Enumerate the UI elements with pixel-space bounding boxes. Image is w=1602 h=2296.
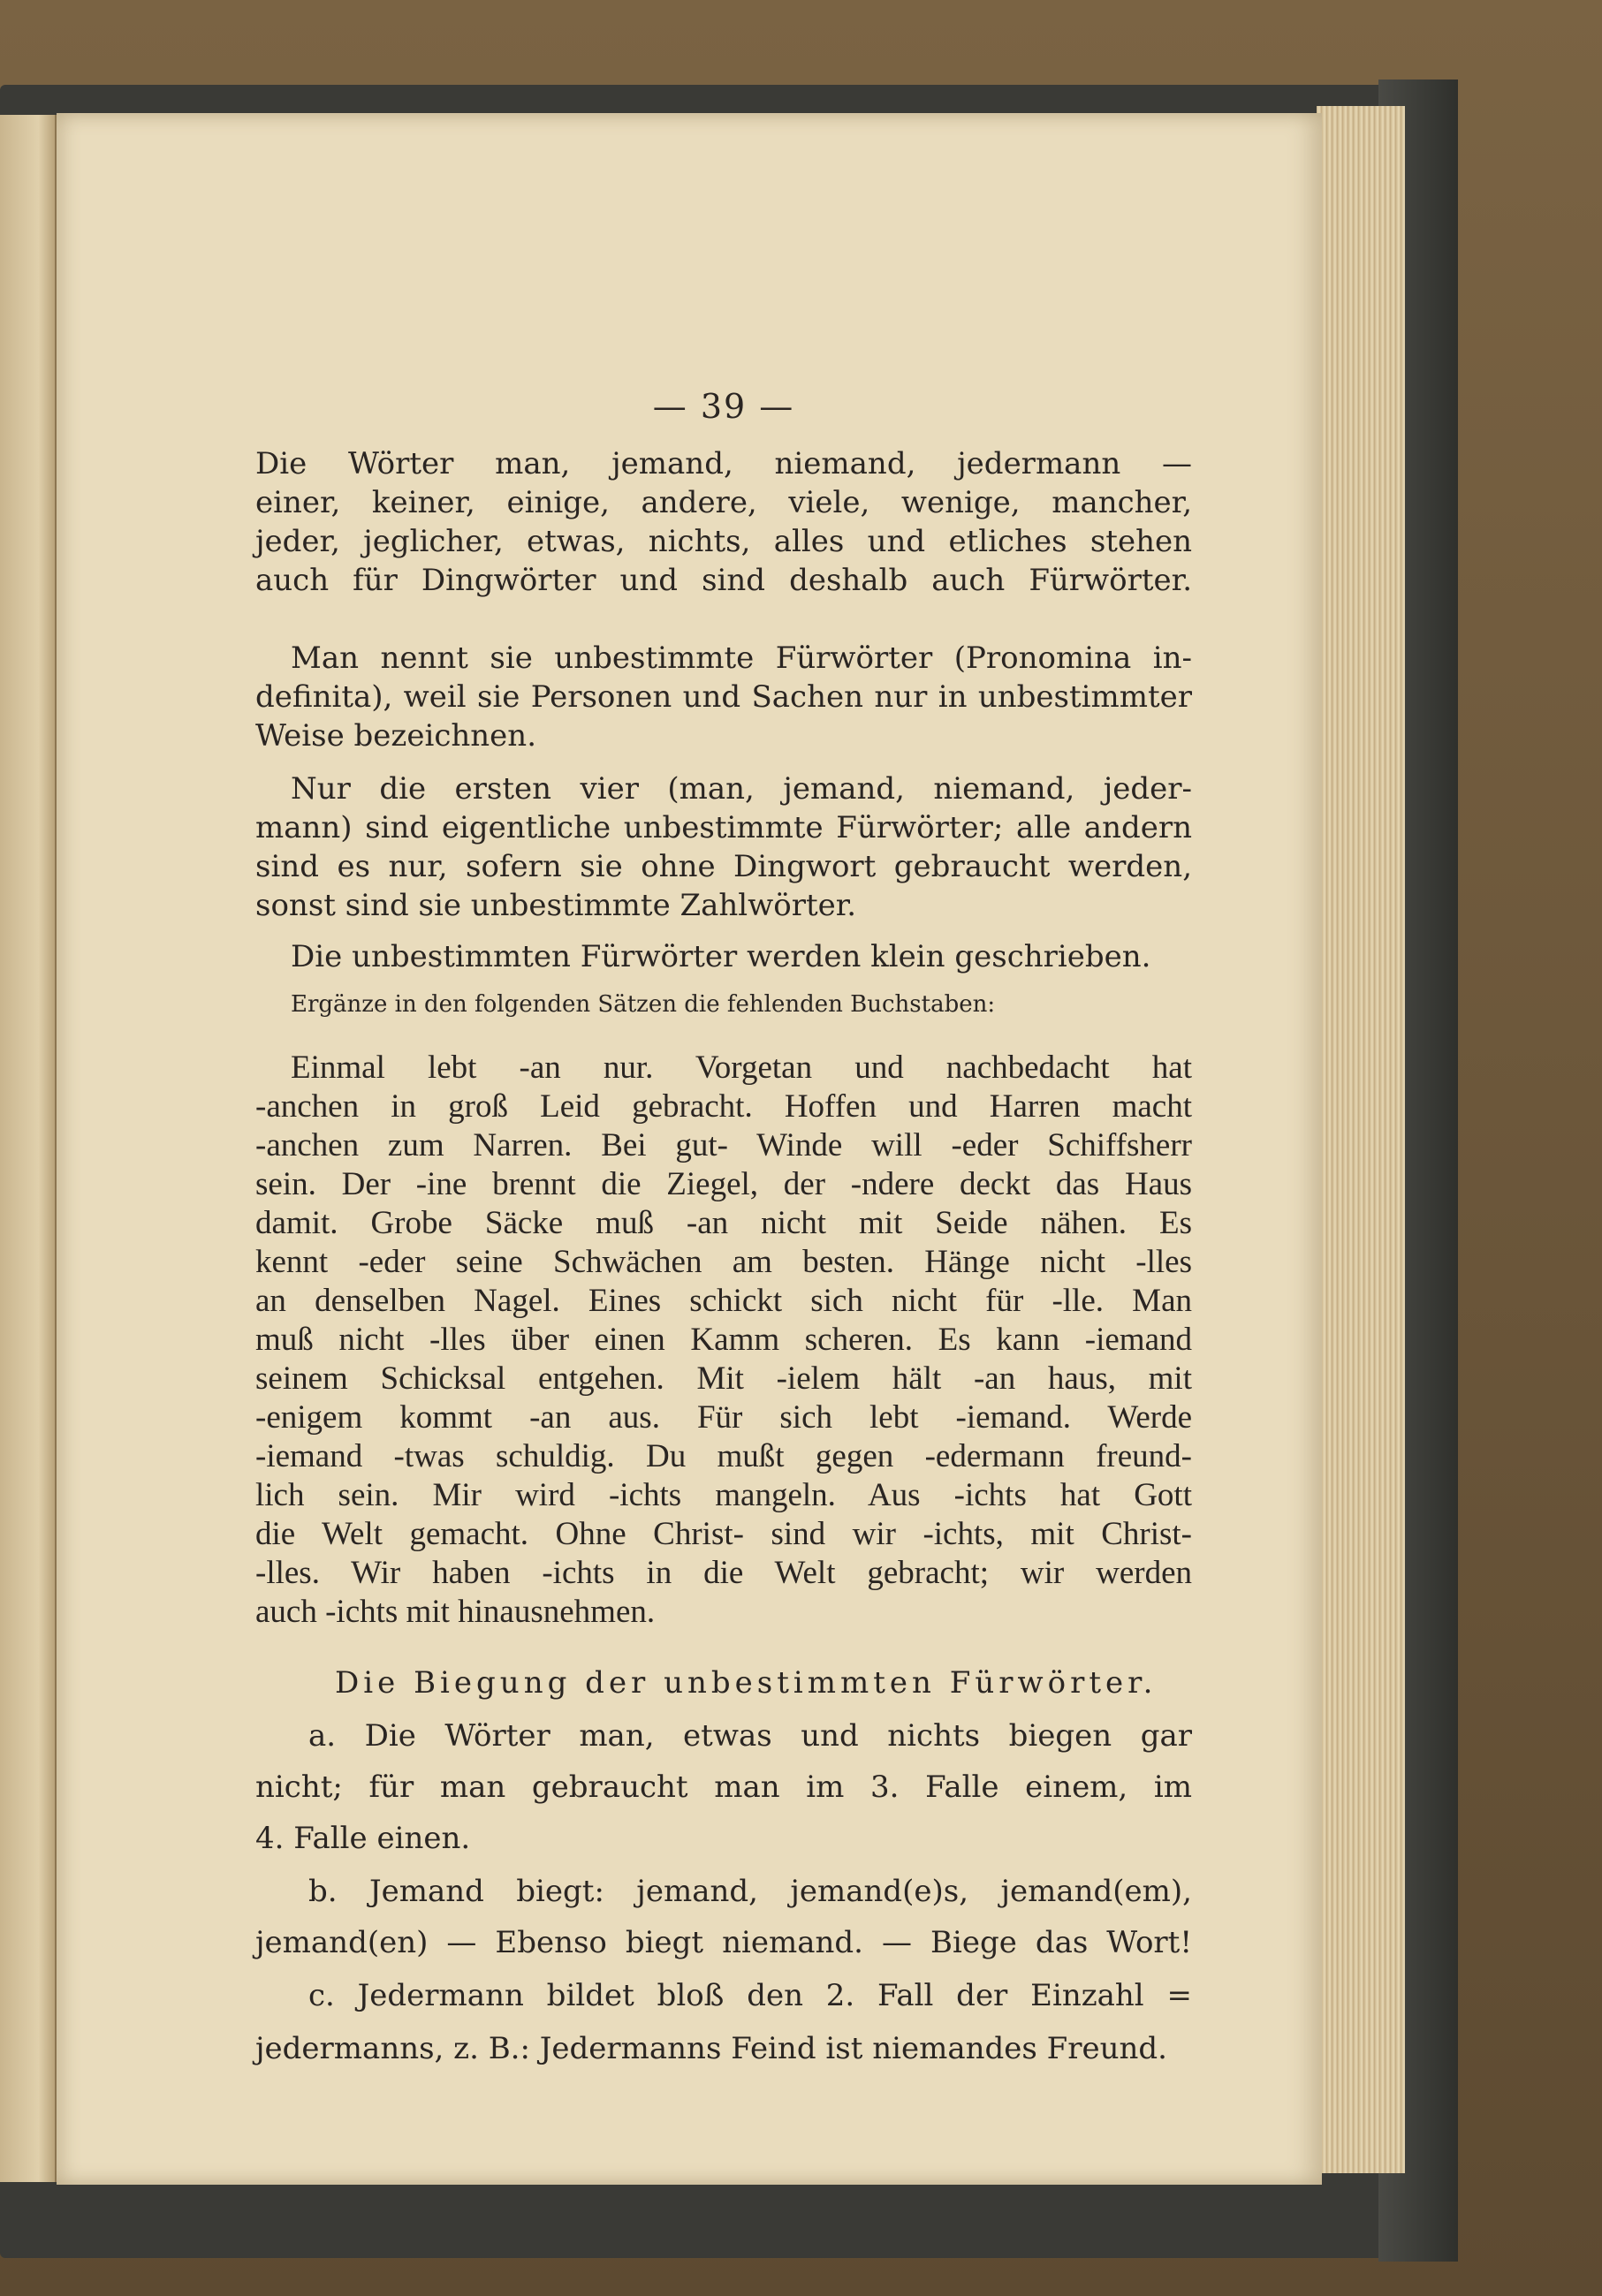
exercise-line: Einmal lebt -an nur. Vorgetan und nachbedacht hat	[291, 1049, 1192, 1086]
exercise-line: seinem Schicksal entgehen. Mit -ielem hält -an haus, mit	[255, 1360, 1192, 1397]
text-line: jemand(en) — Ebenso biegt niemand. — Biege das Wort!	[255, 1925, 1192, 1960]
exercise-line: damit. Grobe Säcke muß -an nicht mit Seide nähen. Es	[255, 1205, 1192, 1241]
text-line: jedermanns, z. B.: Jedermanns Feind ist niemandes Freund.	[255, 2031, 1167, 2066]
text-line: definita), weil sie Personen und Sachen nur in unbestimmter	[255, 679, 1192, 715]
page-stack-edge	[1317, 106, 1405, 2173]
text-line: Die Wörter man, jemand, niemand, jedermann —	[255, 446, 1192, 481]
text-line: Nur die ersten vier (man, jemand, niemand, jeder-	[291, 771, 1192, 807]
exercise-line: die Welt gemacht. Ohne Christ- sind wir -ichts, mit Christ-	[255, 1516, 1192, 1552]
text-line: a. Die Wörter man, etwas und nichts biegen gar	[308, 1718, 1192, 1754]
exercise-line: auch -ichts mit hinausnehmen.	[255, 1594, 656, 1630]
text-line: jeder, jeglicher, etwas, nichts, alles und etliches stehen	[255, 524, 1192, 559]
exercise-line: lich sein. Mir wird -ichts mangeln. Aus -ichts hat Gott	[255, 1477, 1192, 1513]
exercise-line: an denselben Nagel. Eines schickt sich nicht für -lle. Man	[255, 1283, 1192, 1319]
exercise-instruction: Ergänze in den folgenden Sätzen die fehlenden Buchstaben:	[291, 991, 996, 1018]
book-page	[57, 113, 1322, 2185]
exercise-line: muß nicht -lles über einen Kamm scheren. Es kann -iemand	[255, 1322, 1192, 1358]
text-line: Die unbestimmten Fürwörter werden klein geschrieben.	[291, 939, 1151, 974]
left-page-edge	[0, 115, 57, 2182]
text-line: c. Jedermann bildet bloß den 2. Fall der Einzahl =	[308, 1978, 1192, 2013]
text-line: Weise bezeichnen.	[255, 718, 537, 754]
exercise-line: -iemand -twas schuldig. Du mußt gegen -edermann freund-	[255, 1438, 1192, 1474]
exercise-line: -anchen in groß Leid gebracht. Hoffen und Harren macht	[255, 1088, 1192, 1125]
text-line: b. Jemand biegt: jemand, jemand(e)s, jemand(em),	[308, 1874, 1192, 1909]
text-line: nicht; für man gebraucht man im 3. Falle einem, im	[255, 1769, 1192, 1805]
text-line: 4. Falle einen.	[255, 1821, 471, 1856]
section-heading: Die Biegung der unbestimmten Fürwörter.	[335, 1665, 1158, 1701]
page-number: — 39 —	[652, 387, 795, 426]
exercise-line: kennt -eder seine Schwächen am besten. Hänge nicht -lles	[255, 1244, 1192, 1280]
exercise-line: -anchen zum Narren. Bei gut- Winde will -eder Schiffsherr	[255, 1127, 1192, 1163]
text-line: Man nennt sie unbestimmte Fürwörter (Pronomina in-	[291, 640, 1192, 676]
text-line: einer, keiner, einige, andere, viele, wenige, mancher,	[255, 485, 1192, 520]
exercise-line: -lles. Wir haben -ichts in die Welt gebracht; wir werden	[255, 1555, 1192, 1591]
text-line: sind es nur, sofern sie ohne Dingwort gebraucht werden,	[255, 849, 1192, 884]
text-line: mann) sind eigentliche unbestimmte Fürwörter; alle andern	[255, 810, 1192, 845]
text-line: auch für Dingwörter und sind deshalb auch Fürwörter.	[255, 563, 1192, 598]
text-line: sonst sind sie unbestimmte Zahlwörter.	[255, 888, 857, 923]
exercise-line: -enigem kommt -an aus. Für sich lebt -iemand. Werde	[255, 1399, 1192, 1436]
exercise-line: sein. Der -ine brennt die Ziegel, der -ndere deckt das Haus	[255, 1166, 1192, 1202]
